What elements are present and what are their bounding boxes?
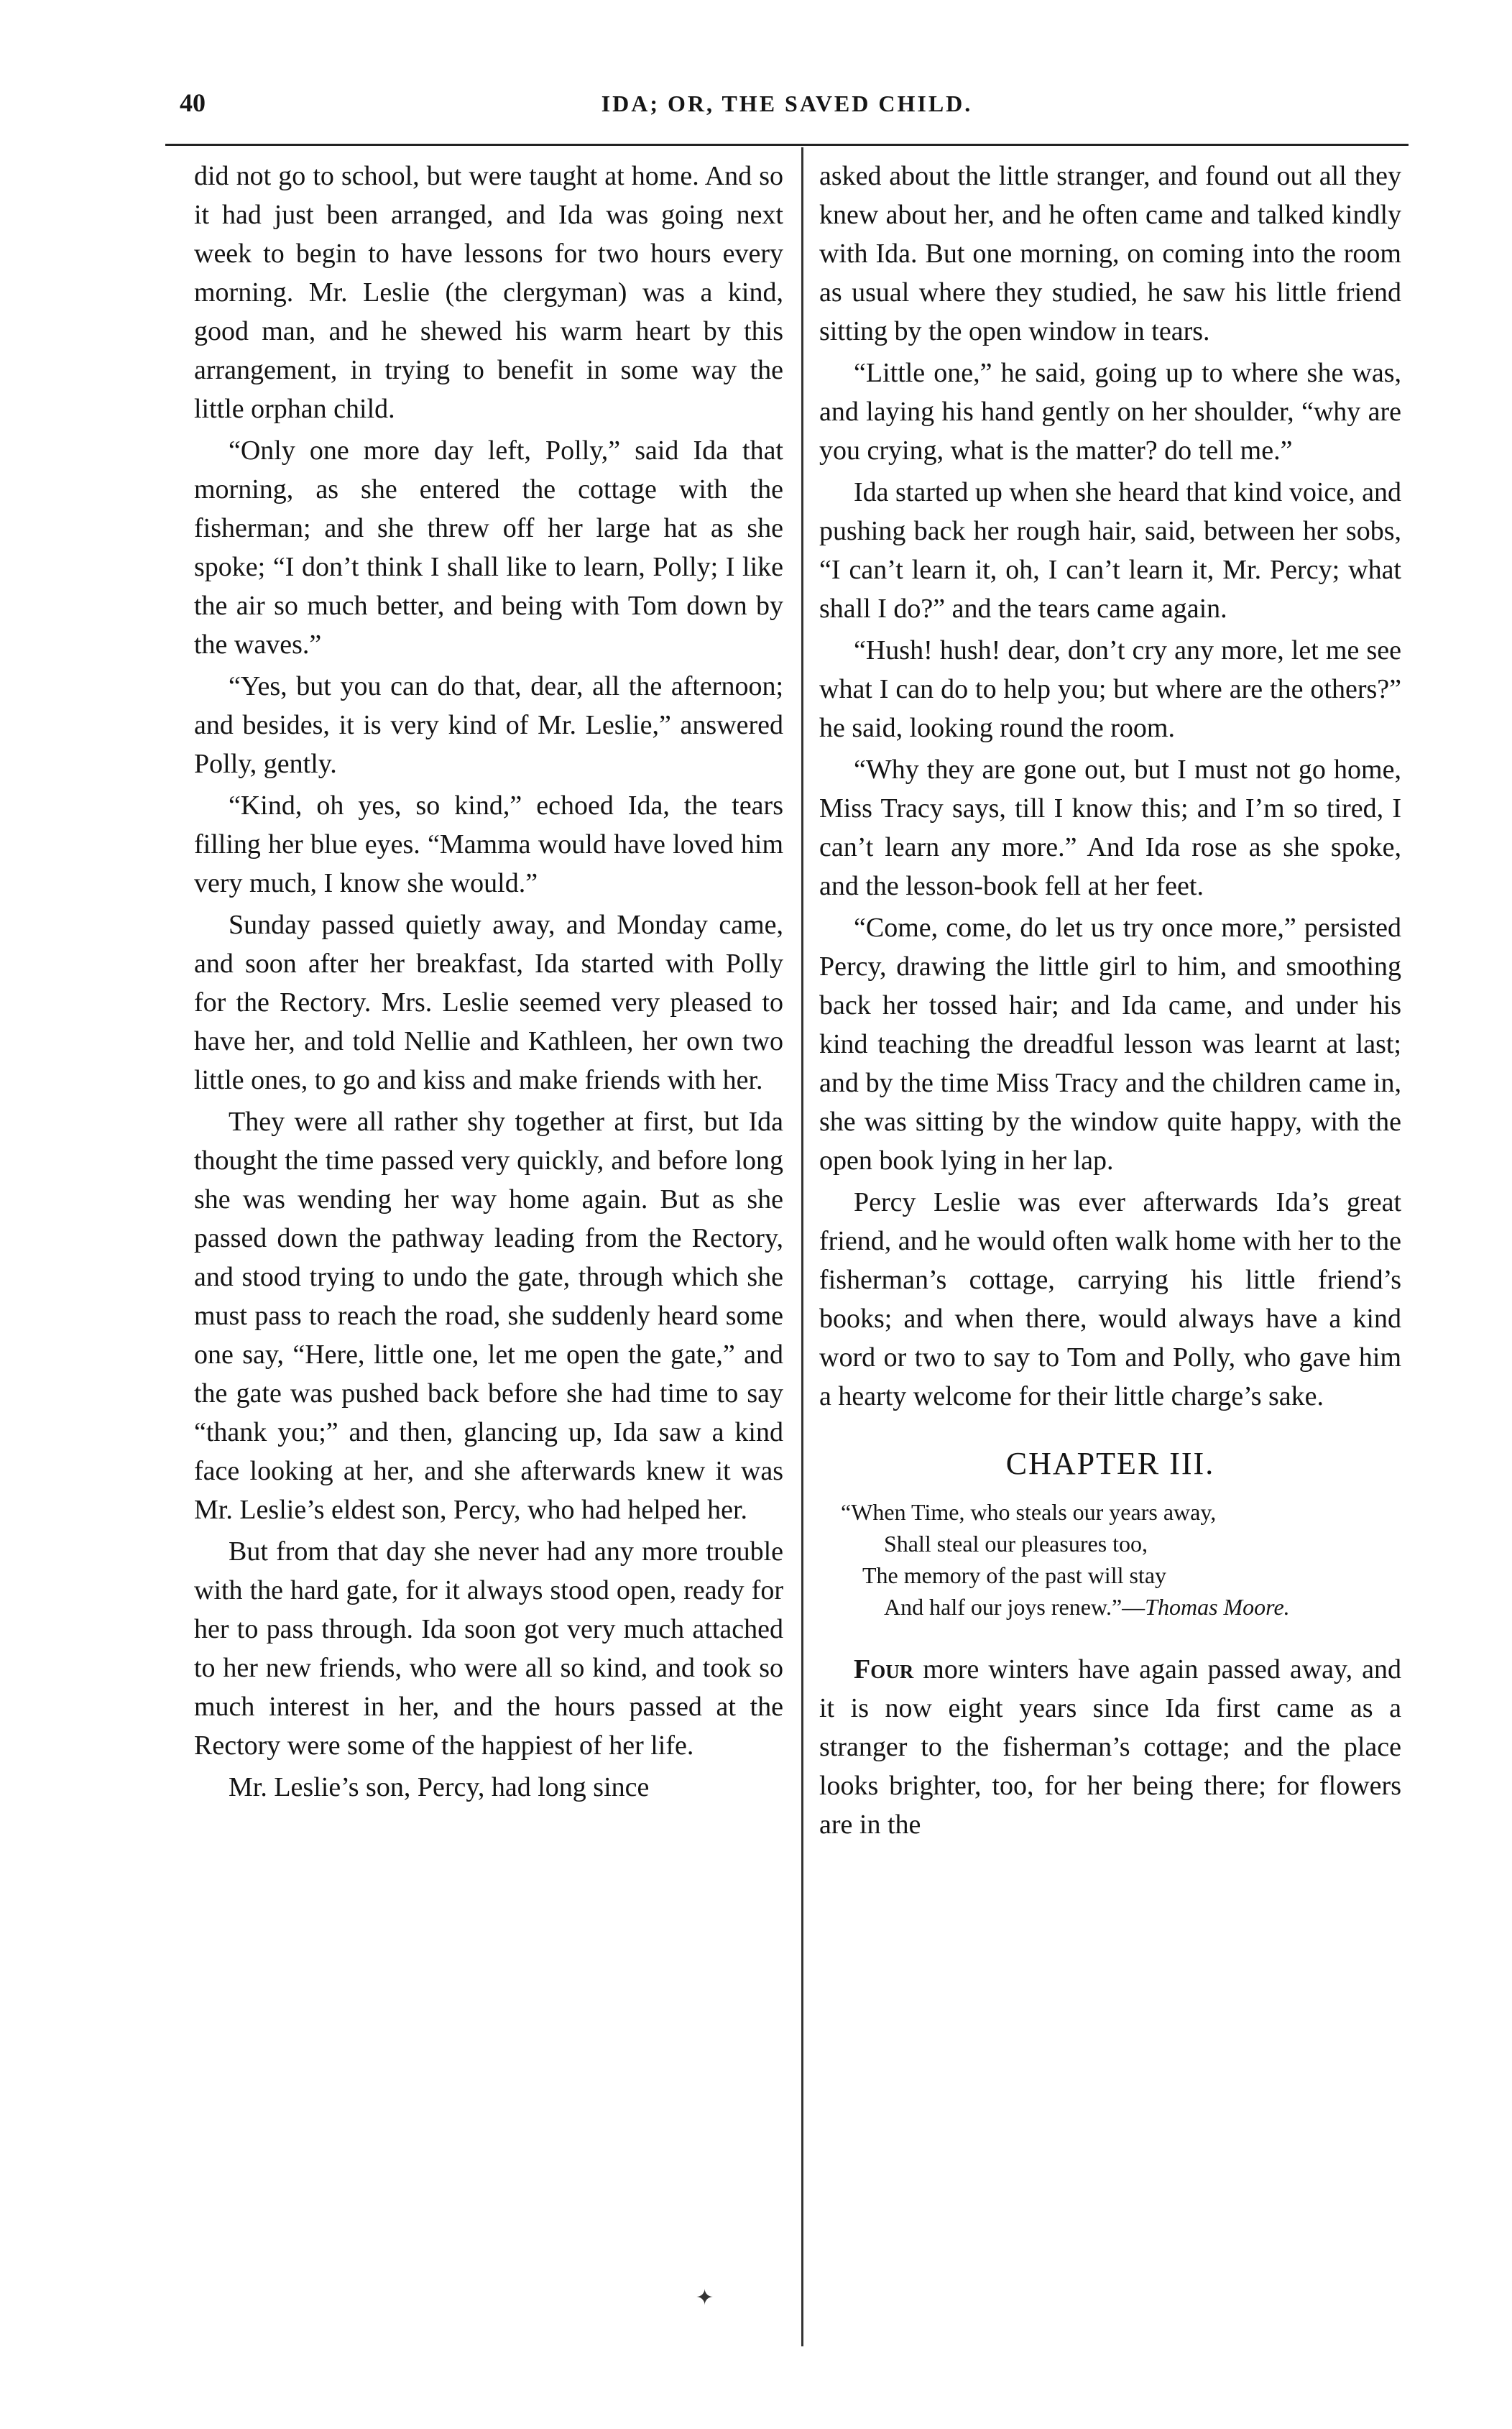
paragraph: “Why they are gone out, but I must not go home, Miss Tracy says, till I know this; and I’m so tired, I can’t learn any more.” And Ida rose as she spoke, and the lesson-book fell at her feet. (819, 755, 1401, 901)
running-title: IDA; OR, THE SAVED CHILD. (601, 91, 973, 116)
footer-ornament: ✦ (696, 2286, 714, 2310)
paragraph: They were all rather shy together at first, but Ida thought the time passed very quickly, and before long she was wending her way home again. But as she passed down the pathway leading from the Rectory, and stood trying to undo the gate, through which she must pass to reach the road, she suddenly heard some one say, “Here, little one, let me open the gate,” and the gate was pushed back before she had time to say “thank you;” and then, glancing up, Ida saw a kind face looking at her, and she afterwards knew it was Mr. Leslie’s eldest son, Percy, who had helped her. (194, 1107, 783, 1525)
paragraph: asked about the little stranger, and found out all they knew about her, and he often came and talked kindly with Ida. But one morning, on coming into the room as usual where they studied, he saw his little friend sitting by the open window in tears. (819, 161, 1401, 346)
left-column (194, 157, 783, 1810)
paragraph-text: more winters have again passed away, and it is now eight years since Ida first came as a stranger to the fisherman’s cottage; and the place looks brighter, too, for her being there; for flowers are in the (819, 1654, 1401, 1840)
epigraph-line-last (819, 1591, 1401, 1623)
column-divider (801, 147, 803, 2346)
paragraph: “Only one more day left, Polly,” said Ida that morning, as she entered the cottage with the fisherman; and she threw off her large hat as she spoke; “I don’t think I shall like to learn, Polly; I like the air so much better, and being with Tom down by the waves.” (194, 435, 783, 660)
paragraph: “Yes, but you can do that, dear, all the afternoon; and besides, it is very kind of Mr. Leslie,” answered Polly, gently. (194, 671, 783, 779)
epigraph-line: Shall steal our pleasures too, (884, 1531, 1148, 1557)
paragraph: “Hush! hush! dear, don’t cry any more, let me see what I can do to help you; but where are the others?” he said, looking round the room. (819, 635, 1401, 743)
epigraph (819, 1496, 1401, 1623)
epigraph-line: “When Time, who steals our years away, (841, 1499, 1217, 1525)
chapter-heading: CHAPTER III. (1005, 1446, 1215, 1481)
paragraph: Ida started up when she heard that kind voice, and pushing back her rough hair, said, between her sobs, “I can’t learn it, oh, I can’t learn it, Mr. Percy; what shall I do?” and the tears came again. (819, 477, 1401, 624)
epigraph-text: And half our joys renew.”— (884, 1594, 1145, 1620)
paragraph (819, 1650, 1401, 1844)
paragraph: did not go to school, but were taught at home. And so it had just been arranged, and Ida was going next week to begin to have lessons for two hours every morning. Mr. Leslie (the clergyman) was a kind, good man, and he shewed his warm heart by this arrangement, in trying to benefit in some way the little orphan child. (194, 161, 783, 424)
paragraph: Mr. Leslie’s son, Percy, had long since (229, 1772, 650, 1802)
paragraph: Percy Leslie was ever afterwards Ida’s great friend, and he would often walk home with her to the fisherman’s cottage, carrying his little friend’s books; and when there, would always have a kind word or two to say to Tom and Polly, who gave him a hearty welcome for their little charge’s sake. (819, 1187, 1401, 1411)
paragraph: Sunday passed quietly away, and Monday came, and soon after her breakfast, Ida started with Polly for the Rectory. Mrs. Leslie seemed very pleased to have her, and told Nellie and Kathleen, her own two little ones, to go and kiss and make friends with her. (194, 910, 783, 1095)
epigraph-line: The memory of the past will stay (862, 1562, 1167, 1588)
epigraph-attribution: Thomas Moore. (1145, 1594, 1290, 1620)
page-number: 40 (180, 88, 206, 117)
page-header (165, 88, 1409, 131)
right-column (819, 157, 1401, 1847)
chapter-opening-word: Four (854, 1654, 914, 1684)
header-rule (165, 144, 1409, 146)
paragraph: But from that day she never had any more trouble with the hard gate, for it always stood open, ready for her to pass through. Ida soon got very much attached to her new friends, who were all so kind, and took so much interest in her, and the hours passed at the Rectory were some of the happiest of her life. (194, 1536, 783, 1761)
paragraph: “Kind, oh yes, so kind,” echoed Ida, the tears filling her blue eyes. “Mamma would have loved him very much, I know she would.” (194, 791, 783, 898)
paragraph: “Come, come, do let us try once more,” persisted Percy, drawing the little girl to him, and smoothing back her tossed hair; and Ida came, and under his kind teaching the dreadful lesson was learnt at last; and by the time Miss Tracy and the children came in, she was sitting by the window quite happy, with the open book lying in her lap. (819, 913, 1401, 1176)
paragraph: “Little one,” he said, going up to where she was, and laying his hand gently on her shoulder, “why are you crying, what is the matter? do tell me.” (819, 358, 1401, 466)
